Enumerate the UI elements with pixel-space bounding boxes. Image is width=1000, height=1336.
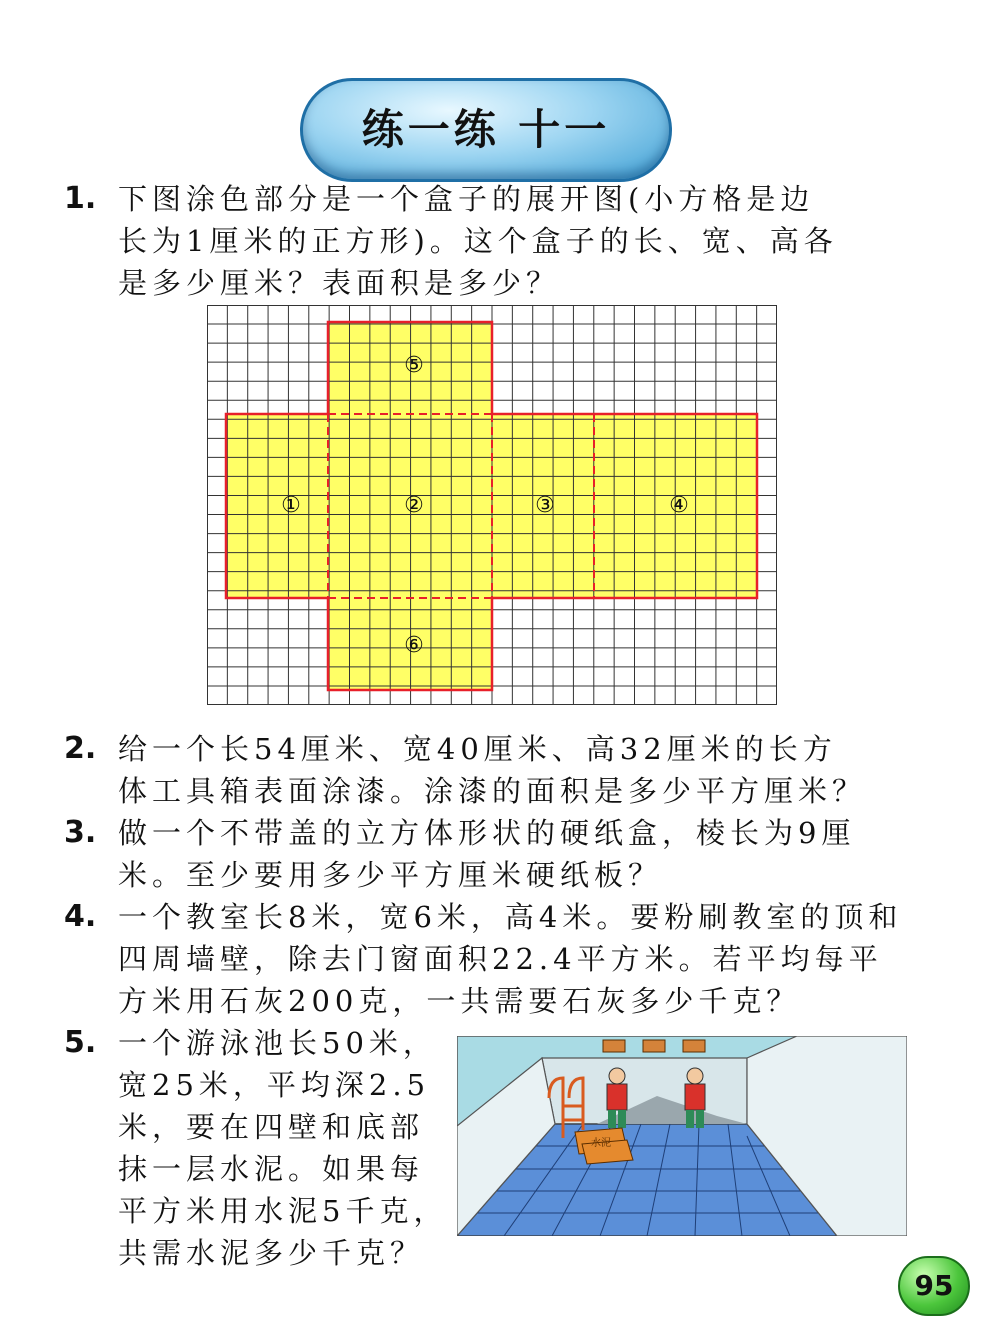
problem-5-number: 5. <box>64 1025 97 1060</box>
problem-2-line-1: 给一个长54厘米、宽40厘米、高32厘米的长方 <box>118 732 837 766</box>
signboards <box>603 1040 705 1052</box>
problem-2-number: 2. <box>64 731 97 766</box>
problem-1-number: 1. <box>64 181 97 216</box>
page-number: 95 <box>914 1269 954 1302</box>
problem-5-line-3: 米，要在四壁和底部 <box>118 1110 425 1144</box>
problem-3-line-2: 米。至少要用多少平方厘米硬纸板？ <box>118 858 663 892</box>
swimming-pool-illustration <box>457 1036 907 1236</box>
net-label-3: ③ <box>535 493 555 518</box>
problem-5-line-4: 抹一层水泥。如果每 <box>118 1152 425 1186</box>
net-label-2: ② <box>404 493 424 518</box>
problem-4-number: 4. <box>64 899 97 934</box>
problem-3-number: 3. <box>64 815 97 850</box>
net-face-1 <box>226 414 328 598</box>
problem-5-line-2: 宽25米，平均深2.5 <box>118 1068 431 1102</box>
problem-3-line-1: 做一个不带盖的立方体形状的硬纸盒，棱长为9厘 <box>118 816 856 850</box>
title-banner <box>300 78 672 182</box>
problem-5-line-6: 共需水泥多少千克？ <box>118 1236 425 1270</box>
page-title: 练一练 十一 <box>361 105 611 154</box>
problem-4-line-1: 一个教室长8米，宽6米，高4米。要粉刷教室的顶和 <box>118 900 903 934</box>
problem-1-line-2: 长为1厘米的正方形)。这个盒子的长、宽、高各 <box>118 224 838 258</box>
problem-5-line-5: 平方米用水泥5千克， <box>118 1194 448 1228</box>
net-label-1: ① <box>281 493 301 518</box>
problem-2-line-2: 体工具箱表面涂漆。涂漆的面积是多少平方厘米？ <box>118 774 867 808</box>
problem-4-line-2: 四周墙壁，除去门窗面积22.4平方米。若平均每平 <box>118 942 883 976</box>
problem-1-line-3: 是多少厘米？表面积是多少？ <box>118 266 561 300</box>
problem-1-line-1: 下图涂色部分是一个盒子的展开图(小方格是边 <box>118 182 815 216</box>
cement-bag-label: 水泥 <box>591 1138 611 1149</box>
net-label-6: ⑥ <box>404 633 424 658</box>
box-net-grid-figure <box>207 305 777 705</box>
problem-5-line-1: 一个游泳池长50米， <box>118 1026 437 1060</box>
net-label-4: ④ <box>669 493 689 518</box>
problem-4-line-3: 方米用石灰200克，一共需要石灰多少千克？ <box>118 984 801 1018</box>
net-label-5: ⑤ <box>404 353 424 378</box>
